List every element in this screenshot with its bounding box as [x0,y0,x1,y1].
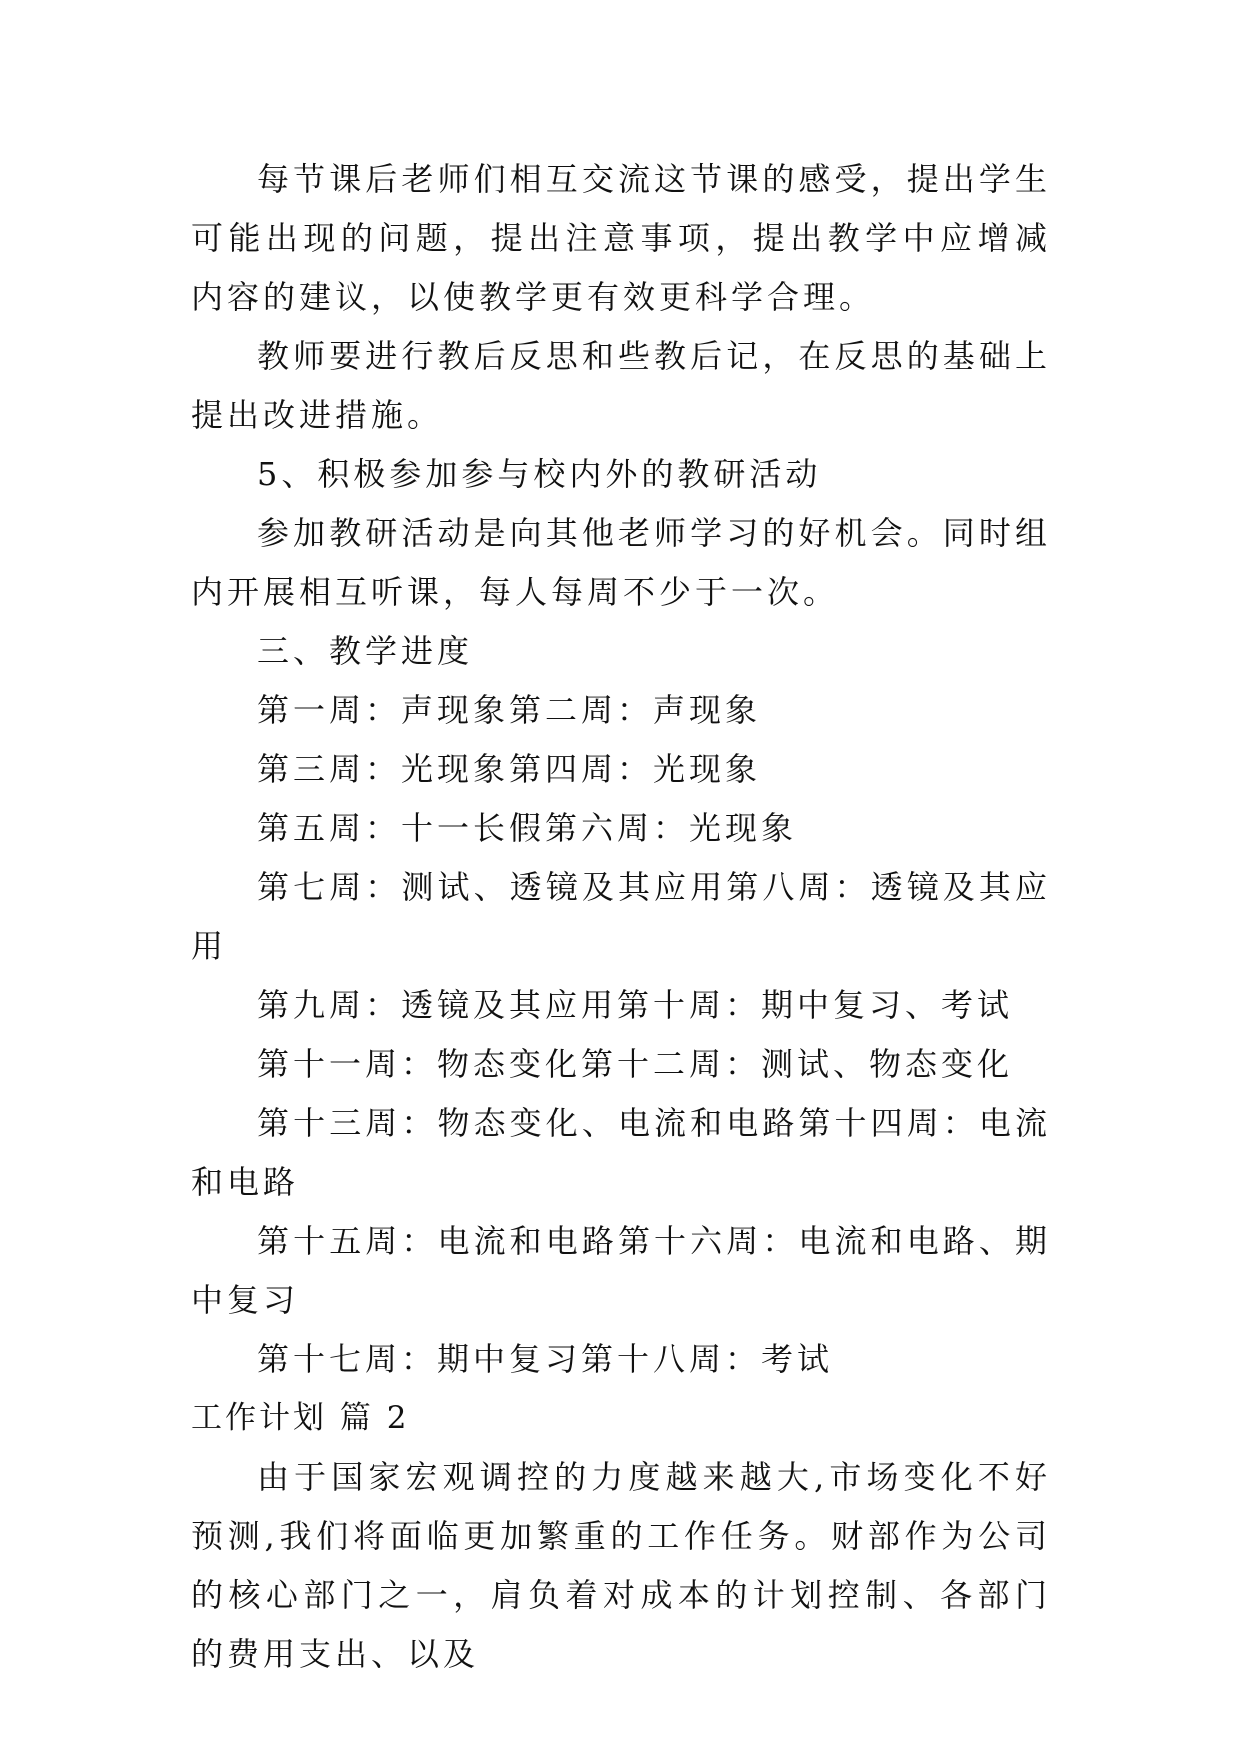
document-body [191,150,1051,1684]
schedule-line: 第十五周：电流和电路第十六周：电流和电路、期中复习 [191,1222,1051,1319]
schedule-line: 第一周：声现象第二周：声现象 [257,691,762,729]
schedule-line: 第三周：光现象第四周：光现象 [257,750,762,788]
schedule-line: 第七周：测试、透镜及其应用第八周：透镜及其应用 [191,868,1051,965]
paragraph: 教师要进行教后反思和些教后记，在反思的基础上提出改进措施。 [191,337,1051,434]
section-subheading: 三、教学进度 [257,632,474,670]
section-heading: 工作计划 篇 2 [191,1400,410,1436]
schedule-line: 第十一周：物态变化第十二周：测试、物态变化 [257,1045,1014,1083]
paragraph: 每节课后老师们相互交流这节课的感受，提出学生可能出现的问题，提出注意事项，提出教学中应增减内容的建议，以使教学更有效更科学合理。 [191,160,1051,316]
paragraph: 5、积极参加参与校内外的教研活动 [257,455,822,493]
schedule-line: 第九周：透镜及其应用第十周：期中复习、考试 [257,986,1014,1024]
schedule-line: 第十三周：物态变化、电流和电路第十四周：电流和电路 [191,1104,1051,1201]
paragraph: 由于国家宏观调控的力度越来越大,市场变化不好预测,我们将面临更加繁重的工作任务。财部作为公司的核心部门之一，肩负着对成本的计划控制、各部门的费用支出、以及 [191,1458,1051,1673]
schedule-line: 第十七周：期中复习第十八周：考试 [257,1340,834,1378]
paragraph: 参加教研活动是向其他老师学习的好机会。同时组内开展相互听课，每人每周不少于一次。 [191,514,1051,611]
schedule-line: 第五周：十一长假第六周：光现象 [257,809,798,847]
